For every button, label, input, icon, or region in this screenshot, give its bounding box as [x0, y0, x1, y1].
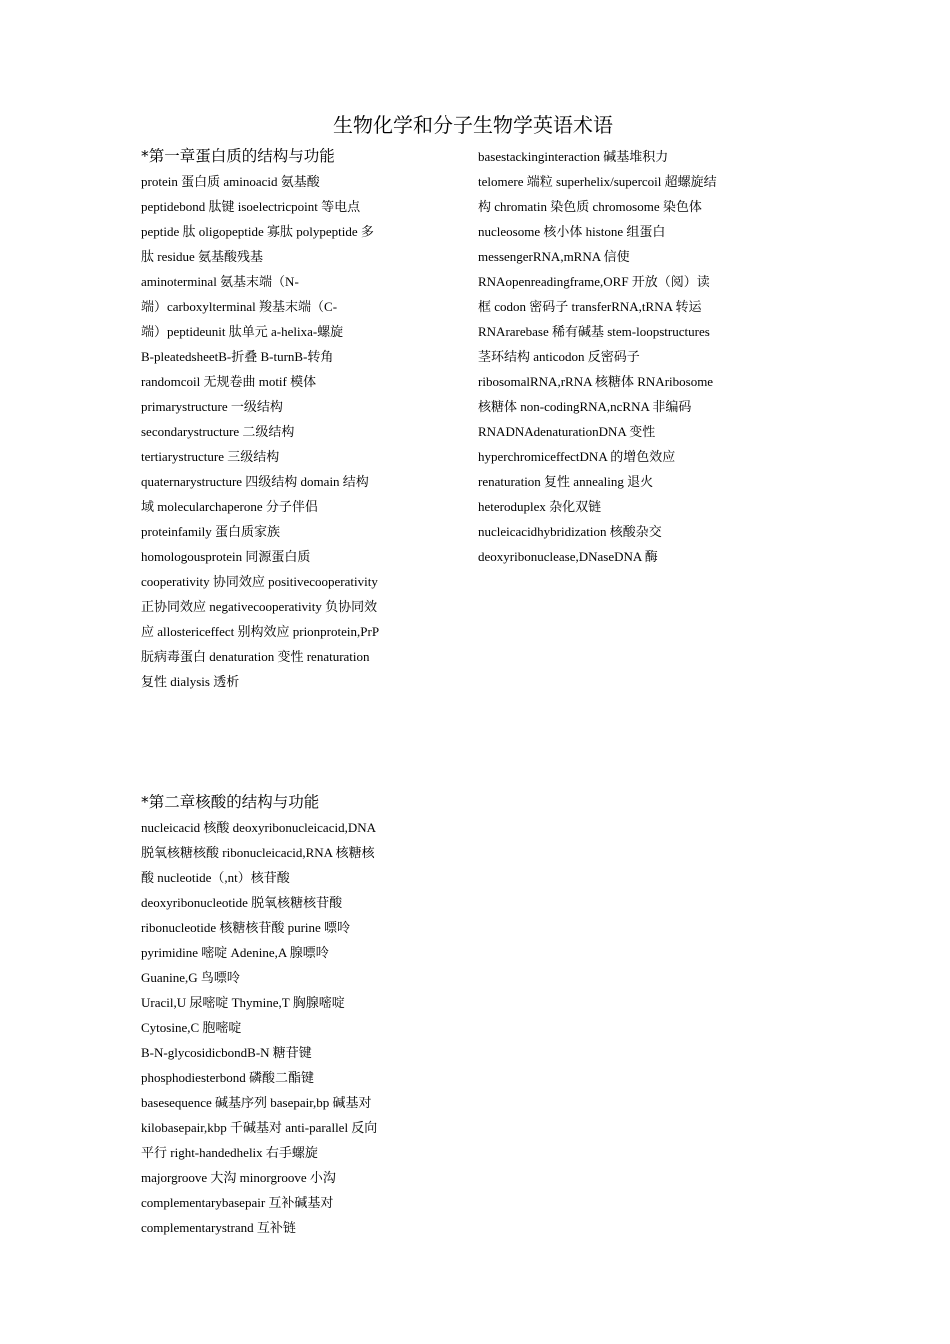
- term-line: quaternarystructure 四级结构 domain 结构: [141, 474, 369, 489]
- term-line: renaturation 复性 annealing 退火: [478, 474, 654, 489]
- term-line: 朊病毒蛋白 denaturation 变性 renaturation: [141, 649, 370, 664]
- term-line: hyperchromiceffectDNA 的增色效应: [478, 449, 676, 464]
- document-title: 生物化学和分子生物学英语术语: [333, 113, 613, 137]
- term-line: tertiarystructure 三级结构: [141, 449, 280, 464]
- term-line: complementarybasepair 互补碱基对: [141, 1195, 334, 1210]
- term-line: RNADNAdenaturationDNA 变性: [478, 424, 656, 439]
- term-line: majorgroove 大沟 minorgroove 小沟: [141, 1170, 336, 1185]
- term-line: Uracil,U 尿嘧啶 Thymine,T 胸腺嘧啶: [141, 995, 345, 1010]
- term-line: aminoterminal 氨基末端（N-: [141, 274, 299, 289]
- term-line: 核糖体 non-codingRNA,ncRNA 非编码: [478, 399, 692, 414]
- term-line: 框 codon 密码子 transferRNA,tRNA 转运: [478, 299, 702, 314]
- term-line: 脱氧核糖核酸 ribonucleicacid,RNA 核糖核: [141, 845, 375, 860]
- term-line: 肽 residue 氨基酸残基: [141, 249, 264, 264]
- term-line: nucleicacid 核酸 deoxyribonucleicacid,DNA: [141, 820, 376, 835]
- term-line: phosphodiesterbond 磷酸二酯键: [141, 1070, 314, 1085]
- term-line: ribosomalRNA,rRNA 核糖体 RNAribosome: [478, 374, 714, 389]
- term-line: 酸 nucleotide（,nt）核苷酸: [141, 870, 290, 885]
- term-line: messengerRNA,mRNA 信使: [478, 249, 630, 264]
- term-line: peptide 肽 oligopeptide 寡肽 polypeptide 多: [141, 224, 374, 239]
- term-line: basestackinginteraction 碱基堆积力: [478, 149, 669, 164]
- chapter2-heading: *第二章核酸的结构与功能: [141, 793, 320, 811]
- term-line: secondarystructure 二级结构: [141, 424, 295, 439]
- term-line: 正协同效应 negativecooperativity 负协同效: [141, 599, 378, 614]
- term-line: Guanine,G 鸟嘌呤: [141, 970, 240, 985]
- term-line: Cytosine,C 胞嘧啶: [141, 1020, 242, 1035]
- term-line: 端）peptideunit 肽单元 a-helixa-螺旋: [141, 324, 344, 339]
- term-line: B-pleatedsheetB-折叠 B-turnB-转角: [141, 349, 334, 364]
- term-line: kilobasepair,kbp 千碱基对 anti-parallel 反向: [141, 1120, 378, 1135]
- term-line: 端）carboxylterminal 羧基末端（C-: [141, 299, 338, 314]
- term-line: primarystructure 一级结构: [141, 399, 283, 414]
- term-line: 域 molecularchaperone 分子伴侣: [141, 499, 318, 514]
- term-line: 茎环结构 anticodon 反密码子: [478, 349, 640, 364]
- term-line: nucleosome 核小体 histone 组蛋白: [478, 224, 666, 239]
- term-line: cooperativity 协同效应 positivecooperativity: [141, 574, 378, 589]
- term-line: 复性 dialysis 透析: [141, 674, 240, 689]
- right-column-section: [478, 144, 748, 569]
- chapter1-heading: *第一章蛋白质的结构与功能: [141, 147, 335, 165]
- term-line: nucleicacidhybridization 核酸杂交: [478, 524, 662, 539]
- term-line: ribonucleotide 核糖核苷酸 purine 嘌呤: [141, 920, 351, 935]
- term-line: deoxyribonucleotide 脱氧核糖核苷酸: [141, 895, 343, 910]
- term-line: 平行 right-handedhelix 右手螺旋: [141, 1145, 318, 1160]
- term-line: homologousprotein 同源蛋白质: [141, 549, 311, 564]
- term-line: pyrimidine 嘧啶 Adenine,A 腺嘌呤: [141, 945, 329, 960]
- term-line: 应 allostericeffect 别构效应 prionprotein,PrP: [141, 624, 380, 639]
- term-line: protein 蛋白质 aminoacid 氨基酸: [141, 174, 320, 189]
- chapter1-section: [141, 144, 411, 694]
- term-line: 构 chromatin 染色质 chromosome 染色体: [478, 199, 702, 214]
- term-line: peptidebond 肽键 isoelectricpoint 等电点: [141, 199, 361, 214]
- term-line: basesequence 碱基序列 basepair,bp 碱基对: [141, 1095, 372, 1110]
- term-line: RNAopenreadingframe,ORF 开放（阅）读: [478, 274, 710, 289]
- term-line: proteinfamily 蛋白质家族: [141, 524, 281, 539]
- term-line: heteroduplex 杂化双链: [478, 499, 602, 514]
- term-line: RNArarebase 稀有碱基 stem-loopstructures: [478, 324, 710, 339]
- chapter2-section: [141, 790, 411, 1240]
- term-line: telomere 端粒 superhelix/supercoil 超螺旋结: [478, 174, 717, 189]
- term-line: complementarystrand 互补链: [141, 1220, 296, 1235]
- term-line: B-N-glycosidicbondB-N 糖苷键: [141, 1045, 312, 1060]
- term-line: deoxyribonuclease,DNaseDNA 酶: [478, 549, 658, 564]
- term-line: randomcoil 无规卷曲 motif 模体: [141, 374, 317, 389]
